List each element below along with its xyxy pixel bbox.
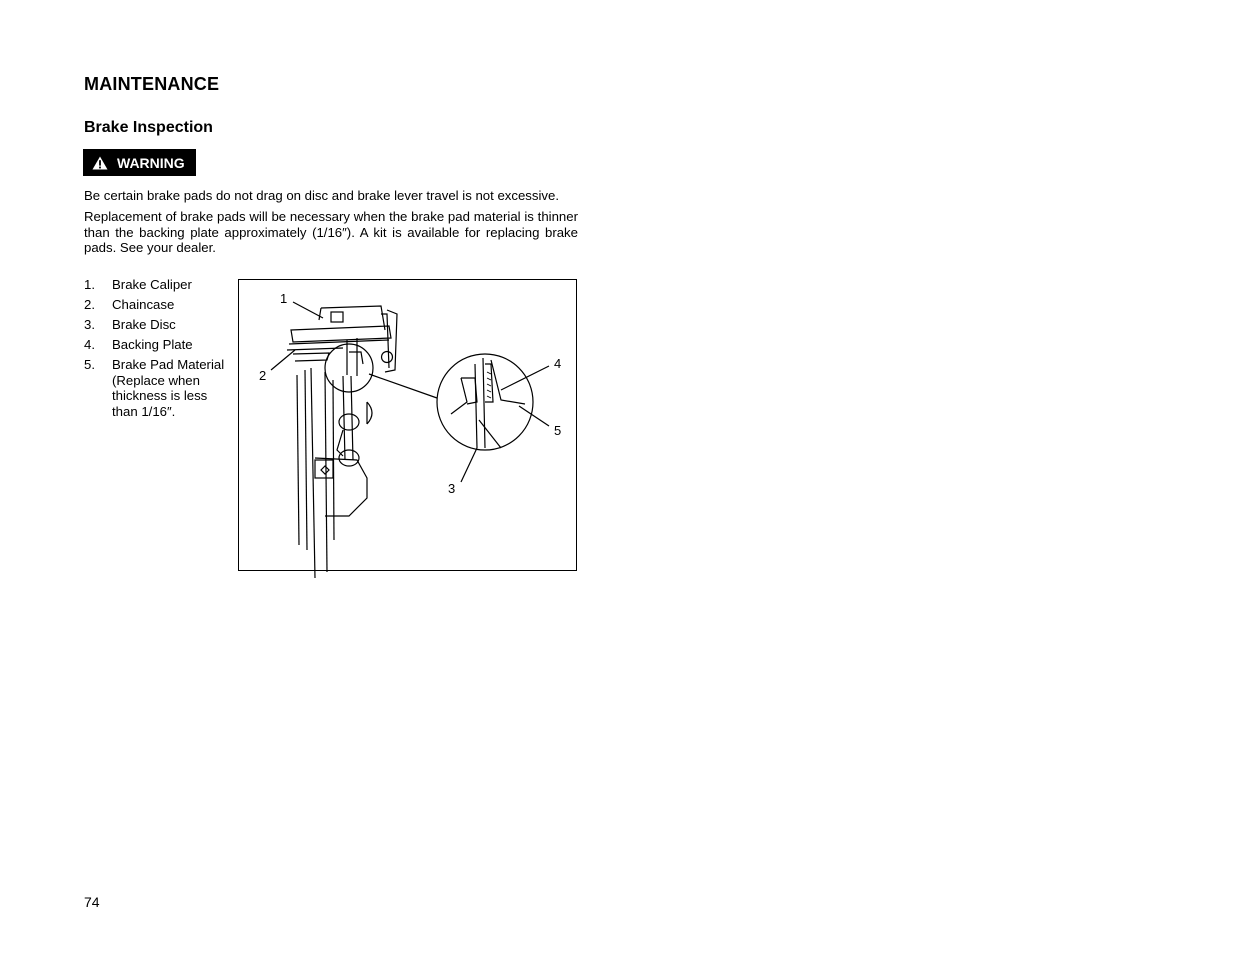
callout-2: 2 [259,368,267,383]
legend-text: Brake Pad Material (Replace when thickness is less than 1/16″. [112,357,225,419]
paragraph-pad-replacement: Replacement of brake pads will be necessary when the brake pad material is thinner than the backing plate approximately (1/16″). A kit is available for replacing brake pads. See your dealer. [84,209,578,255]
legend-item [84,357,232,419]
section-title: MAINTENANCE [84,74,220,94]
legend-number: 4. [84,337,95,352]
callout-3: 3 [448,481,456,496]
legend-text: Backing Plate [112,337,193,352]
callout-1: 1 [280,291,288,306]
legend-text: Chaincase [112,297,175,312]
legend-item [84,277,232,293]
legend-item [84,317,232,333]
brake-caliper-illustration [239,280,578,580]
legend-number: 2. [84,297,95,312]
sub-title: Brake Inspection [84,119,213,136]
paragraph-drag-check: Be certain brake pads do not drag on disc and brake lever travel is not excessive. [84,188,560,203]
warning-label: WARNING [117,154,185,171]
legend-item [84,297,232,313]
callout-4: 4 [554,356,562,371]
legend-text: Brake Disc [112,317,176,332]
callout-5: 5 [554,423,562,438]
legend-number: 3. [84,317,95,332]
warning-badge [83,149,196,176]
legend-item [84,337,232,353]
legend-number: 5. [84,357,95,372]
parts-legend [84,277,232,424]
page-number: 74 [84,894,100,910]
legend-number: 1. [84,277,95,292]
legend-text: Brake Caliper [112,277,192,292]
warning-triangle-icon [92,156,108,170]
brake-diagram [238,279,577,571]
